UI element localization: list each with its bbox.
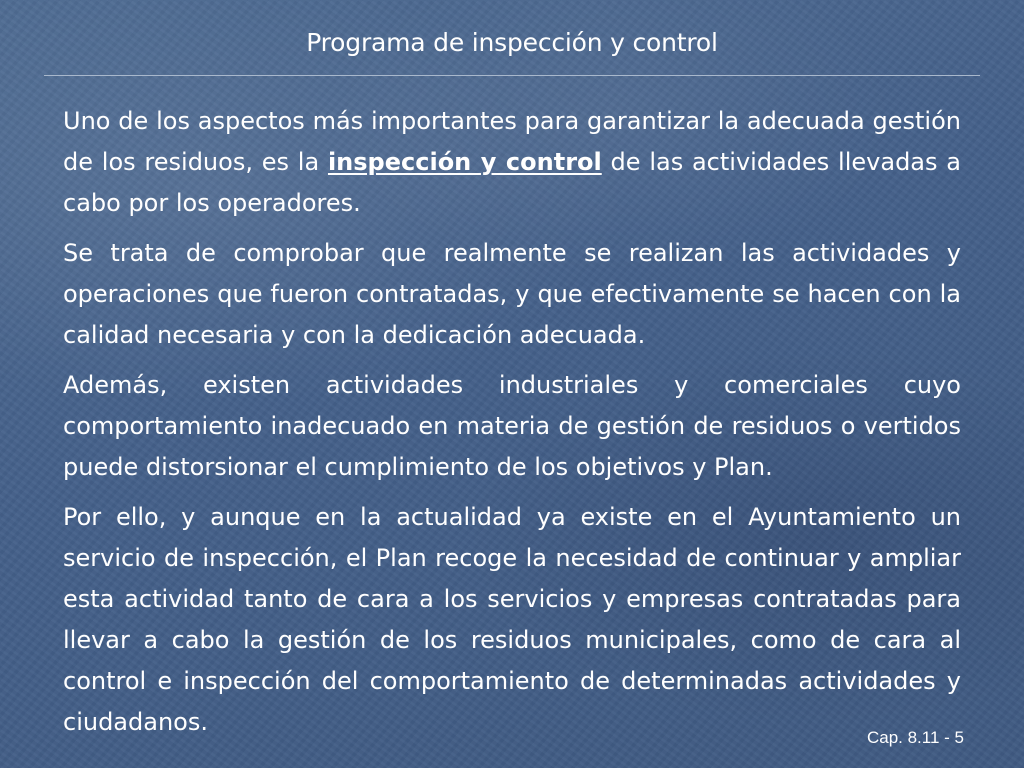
paragraph-1	[63, 101, 961, 224]
paragraph-1-before: Uno de los aspectos más importantes para garantizar la adecuada gestión de los residuos, es la	[63, 107, 961, 176]
page-number: Cap. 8.11 - 5	[866, 728, 964, 747]
emphasis-inspection-control: inspección y control	[327, 148, 602, 176]
title-divider	[44, 75, 980, 76]
paragraph-2: Se trata de comprobar que realmente se realizan las actividades y operaciones que fueron contratadas, y que efectivamente se hacen con la calidad necesaria y con la dedicación adecuada.	[63, 239, 961, 349]
paragraph-1-after: de las actividades llevadas a cabo por los operadores.	[63, 148, 961, 217]
slide-title: Programa de inspección y control	[306, 28, 718, 57]
slide-body	[63, 101, 961, 752]
paragraph-4: Por ello, y aunque en la actualidad ya existe en el Ayuntamiento un servicio de inspección, el Plan recoge la necesidad de continuar y ampliar esta actividad tanto de cara a los servicios y empresas contratadas para llevar a cabo la gestión de los residuos municipales, como de cara al control e inspección del comportamiento de determinadas actividades y ciudadanos.	[63, 503, 961, 736]
paragraph-3: Además, existen actividades industriales y comerciales cuyo comportamiento inadecuado en materia de gestión de residuos o vertidos puede distorsionar el cumplimiento de los objetivos y Plan.	[63, 371, 961, 481]
